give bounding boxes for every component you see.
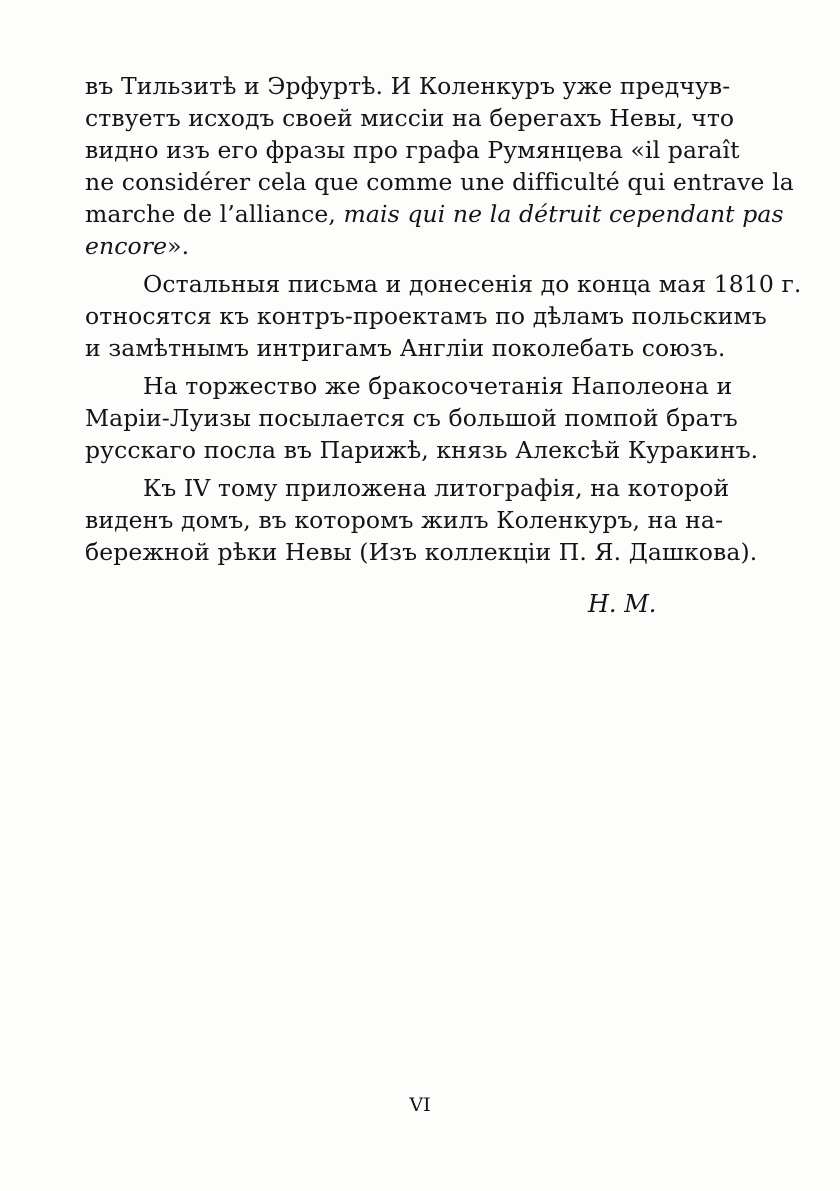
text-line xyxy=(85,198,784,230)
text-fragment: marche de l’alliance, xyxy=(85,200,344,228)
page-number: VI xyxy=(409,1094,431,1116)
text-line: ne considérer cela que comme une difficulté qui entrave la xyxy=(85,168,794,196)
italic-quote: mais qui ne la détruit cependant pas xyxy=(343,200,784,228)
paragraph-4 xyxy=(85,472,758,568)
text-line: и замѣтнымъ интригамъ Англіи поколебать союзъ. xyxy=(85,334,726,362)
body-text xyxy=(85,70,802,568)
text-fragment: ». xyxy=(167,232,190,260)
paragraph-2 xyxy=(85,268,802,364)
paragraph-3 xyxy=(85,370,759,466)
paragraph-1 xyxy=(85,70,794,262)
text-line: ствуетъ исходъ своей миссіи на берегахъ Невы, что xyxy=(85,104,735,132)
text-line: бережной рѣки Невы (Изъ коллекціи П. Я. Дашкова). xyxy=(85,538,758,566)
text-line: Остальныя письма и донесенія до конца мая 1810 г. xyxy=(143,270,802,298)
text-line: въ Тильзитѣ и Эрфуртѣ. И Коленкуръ уже предчув- xyxy=(85,72,731,100)
text-line: На торжество же бракосочетанія Наполеона и xyxy=(143,372,733,400)
text-line: виденъ домъ, въ которомъ жилъ Коленкуръ, на на- xyxy=(85,506,724,534)
text-line: относятся къ контръ-проектамъ по дѣламъ польскимъ xyxy=(85,302,767,330)
italic-quote: encore xyxy=(85,232,168,260)
text-line xyxy=(85,230,720,262)
text-line: видно изъ его фразы про графа Румянцева «il paraît xyxy=(85,136,740,164)
author-signature: Н. М. xyxy=(588,590,657,618)
text-line: Къ IV тому приложена литографія, на которой xyxy=(143,474,730,502)
text-line: русскаго посла въ Парижѣ, князь Алексѣй Куракинъ. xyxy=(85,436,759,464)
text-line: Маріи-Луизы посылается съ большой помпой братъ xyxy=(85,404,738,432)
